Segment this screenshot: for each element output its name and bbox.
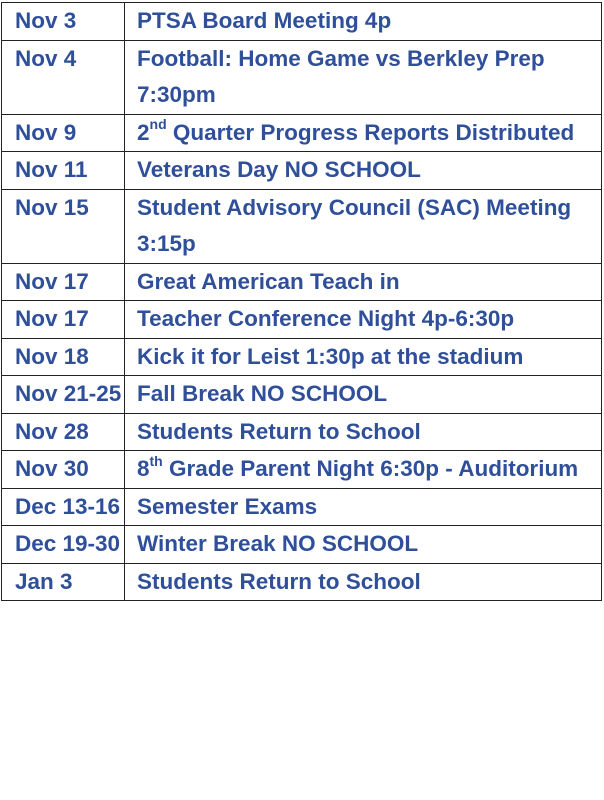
table-row: [2, 114, 602, 152]
table-row: [2, 40, 602, 114]
event-description-text: Grade Parent Night 6:30p - Auditorium: [162, 456, 579, 481]
events-calendar-table: [1, 2, 602, 601]
event-description: [125, 451, 602, 489]
table-row: [2, 451, 602, 489]
table-row: [2, 526, 602, 564]
event-date: Nov 17: [2, 301, 125, 339]
event-date: Nov 11: [2, 152, 125, 190]
table-row: [2, 3, 602, 41]
ordinal-suffix: th: [149, 452, 163, 469]
event-description: Fall Break NO SCHOOL: [125, 376, 602, 414]
ordinal-suffix: nd: [149, 116, 167, 132]
event-date: Nov 9: [2, 114, 125, 152]
event-description: Veterans Day NO SCHOOL: [125, 152, 602, 190]
event-description: PTSA Board Meeting 4p: [125, 3, 602, 41]
table-row: [2, 488, 602, 526]
event-description: Teacher Conference Night 4p-6:30p: [125, 301, 602, 339]
table-row: [2, 338, 602, 376]
event-description: Students Return to School: [125, 563, 602, 601]
table-row: [2, 413, 602, 451]
event-description: Football: Home Game vs Berkley Prep 7:30pm: [125, 40, 602, 114]
event-description: Kick it for Leist 1:30p at the stadium: [125, 338, 602, 376]
event-date: Nov 21-25: [2, 376, 125, 414]
event-date: Dec 19-30: [2, 526, 125, 564]
table-row: [2, 189, 602, 263]
event-date: Nov 30: [2, 451, 125, 489]
event-date: Nov 15: [2, 189, 125, 263]
event-description: Semester Exams: [125, 488, 602, 526]
table-row: [2, 263, 602, 301]
event-ordinal-number: 2: [137, 119, 150, 145]
table-row: [2, 152, 602, 190]
event-description: Winter Break NO SCHOOL: [125, 526, 602, 564]
event-date: Nov 4: [2, 40, 125, 114]
event-ordinal-number: 8: [137, 456, 150, 481]
table-row: [2, 301, 602, 339]
event-description-text: Quarter Progress Reports Distributed: [166, 119, 575, 145]
event-date: Dec 13-16: [2, 488, 125, 526]
event-date: Jan 3: [2, 563, 125, 601]
event-description: [125, 114, 602, 152]
event-description: Great American Teach in: [125, 263, 602, 301]
event-date: Nov 28: [2, 413, 125, 451]
event-description: Students Return to School: [125, 413, 602, 451]
event-date: Nov 17: [2, 263, 125, 301]
table-row: [2, 376, 602, 414]
event-date: Nov 18: [2, 338, 125, 376]
event-date: Nov 3: [2, 3, 125, 41]
event-description: Student Advisory Council (SAC) Meeting 3:15p: [125, 189, 602, 263]
table-row: [2, 563, 602, 601]
